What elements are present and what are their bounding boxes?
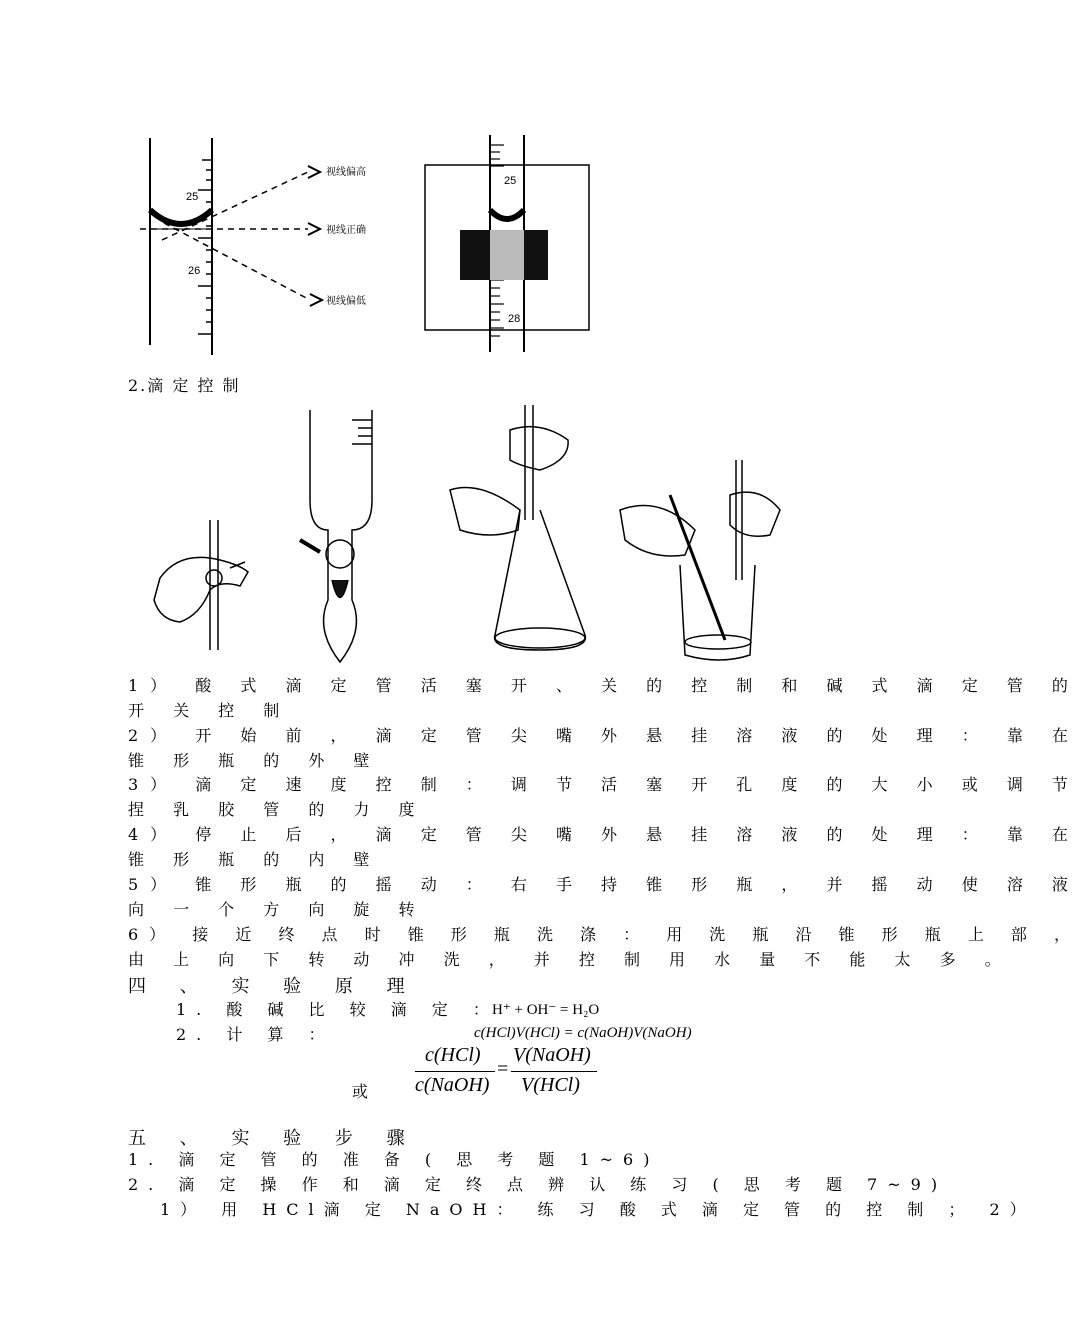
or-label: 或 xyxy=(352,1082,371,1101)
card-scale-label-25: 25 xyxy=(504,175,517,187)
burette-reading-figure xyxy=(140,130,610,360)
section-5-title: 五 、 实 验 步 骤 xyxy=(128,1128,419,1149)
reading-card-diagram xyxy=(425,135,589,352)
item-1-line-2: 开 关 控 制 xyxy=(128,701,292,720)
section-title-titration-control: 2.滴 定 控 制 xyxy=(128,376,241,395)
item-5-line-1: 5） 锥 形 瓶 的 摇 动 ： 右 手 持 锥 形 瓶 ， 并 摇 动 使 溶 液 xyxy=(128,875,1080,894)
fraction-right-numerator: V(NaOH) xyxy=(513,1044,591,1066)
sight-lines xyxy=(140,172,310,300)
step-2: 2. 滴 定 操 作 和 滴 定 终 点 辨 认 练 习 ( 思 考 题 7~9) xyxy=(128,1175,948,1194)
scale-label-26: 26 xyxy=(188,265,201,277)
concentration-ratio-formula xyxy=(415,1042,600,1102)
item-6-line-2: 由 上 向 下 转 动 冲 洗 ， 并 控 制 用 水 量 不 能 太 多 。 xyxy=(128,950,1013,969)
fraction-left-bar xyxy=(415,1071,495,1072)
titration-operations-figure xyxy=(140,400,790,670)
sight-label-high: 视线偏高 xyxy=(326,167,366,178)
eye-icon xyxy=(308,166,322,306)
flask-swirl-illustration xyxy=(450,405,585,650)
item-4-line-1: 4） 停 止 后 ， 滴 定 管 尖 嘴 外 悬 挂 溶 液 的 处 理 ： 靠 在 xyxy=(128,825,1080,844)
item-6-line-1: 6） 接 近 终 点 时 锥 形 瓶 洗 涤 ： 用 洗 瓶 沿 锥 形 瓶 上 部 ， xyxy=(128,925,1081,944)
scale-label-25: 25 xyxy=(186,191,199,203)
step-2-substep: 1） 用 HCl滴 定 NaOH： 练 习 酸 式 滴 定 管 的 控 制 ； 2） xyxy=(160,1200,1036,1219)
item-2-line-2: 锥 形 瓶 的 外 壁 xyxy=(128,751,382,770)
burette-meniscus-diagram xyxy=(150,138,212,355)
sight-label-low: 视线偏低 xyxy=(326,296,366,307)
item-3-line-2: 捏 乳 胶 管 的 力 度 xyxy=(128,800,427,819)
fraction-equals: = xyxy=(497,1058,509,1080)
principle-2-label: 2. 计 算 ： xyxy=(176,1025,335,1044)
item-4-line-2: 锥 形 瓶 的 内 壁 xyxy=(128,850,382,869)
fraction-right-bar xyxy=(511,1071,597,1072)
item-2-line-1: 2） 开 始 前 ， 滴 定 管 尖 嘴 外 悬 挂 溶 液 的 处 理 ： 靠 在 xyxy=(128,726,1080,745)
principle-1-label: 1. 酸 碱 比 较 滴 定 ： xyxy=(176,1000,499,1019)
principle-2-equation: c(HCl)V(HCl) = c(NaOH)V(NaOH) xyxy=(474,1025,692,1041)
item-5-line-2: 向 一 个 方 向 旋 转 xyxy=(128,900,427,919)
item-1-line-1: 1） 酸 式 滴 定 管 活 塞 开 、 关 的 控 制 和 碱 式 滴 定 管 的 xyxy=(128,676,1080,695)
fraction-right-denominator: V(HCl) xyxy=(521,1074,580,1096)
principle-1-equation: H⁺ + OH⁻ = H₂O xyxy=(492,1002,600,1018)
fraction-left-denominator: c(NaOH) xyxy=(415,1074,490,1096)
step-1: 1. 滴 定 管 的 准 备 ( 思 考 题 1~6) xyxy=(128,1150,660,1169)
fraction-left-numerator: c(HCl) xyxy=(425,1044,481,1066)
card-scale-label-28: 28 xyxy=(508,313,521,325)
beaker-rinse-illustration xyxy=(620,460,780,660)
hand-stopcock-illustration xyxy=(154,520,248,650)
section-4-title: 四 、 实 验 原 理 xyxy=(128,976,419,997)
item-3-line-1: 3） 滴 定 速 度 控 制 ： 调 节 活 塞 开 孔 度 的 大 小 或 调 节 xyxy=(128,775,1080,794)
base-burette-illustration xyxy=(300,410,372,662)
sight-label-correct: 视线正确 xyxy=(326,225,366,236)
